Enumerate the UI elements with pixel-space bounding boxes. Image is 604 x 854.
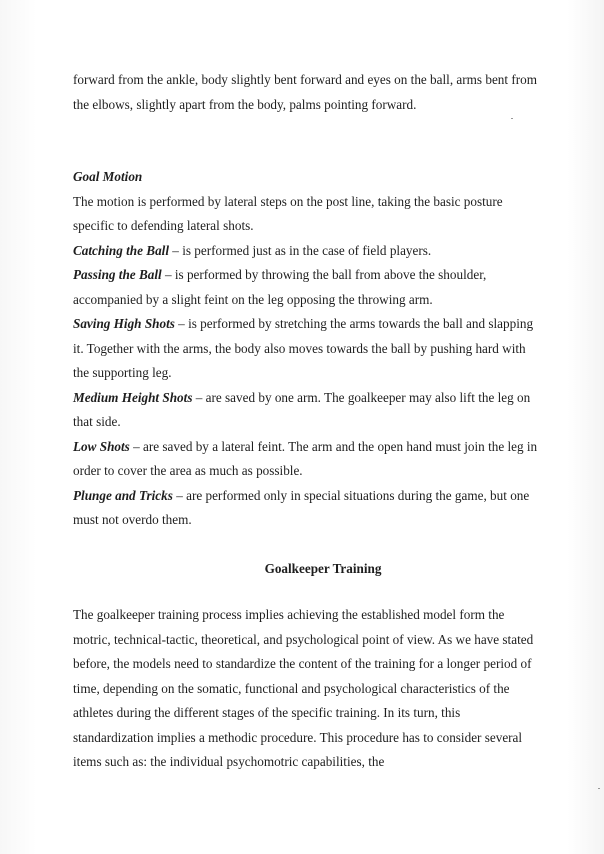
training-paragraph: The goalkeeper training process implies achieving the established model form the motric, technical-tactic, theoretical, and psychological point of view. As we have stated before, the models need to standardize the content of the training for a longer period of time, depending on the somatic, functional and psychological characteristics of the athletes during the different stages of the specific training. In its turn, this standardization implies a methodic procedure. This procedure has to consider several items such as: the individual psychomotric capabilities, the [73, 607, 534, 769]
technique-description: – are saved by one arm. The goalkeeper may also lift the leg on that side. [73, 389, 531, 429]
technique-description: – is performed just as in the case of field players. [169, 242, 432, 258]
technique-term: Catching the Ball [73, 242, 169, 258]
technique-term: Passing the Ball [73, 267, 162, 282]
scan-speck [511, 118, 513, 119]
technique-item [73, 484, 543, 533]
technique-description: – is performed by throwing the ball from above the shoulder, accompanied by a slight feint on the leg opposing the throwing arm. [73, 267, 487, 307]
technique-item [73, 239, 543, 264]
technique-description: – are performed only in special situations during the game, but one must not overdo them. [73, 487, 530, 527]
technique-term: Low Shots [73, 438, 130, 454]
technique-item [73, 386, 543, 435]
technique-item [73, 263, 543, 312]
goal-motion-heading: Goal Motion [73, 169, 143, 184]
technique-description: – are saved by a lateral feint. The arm and the open hand must join the leg in order to cover the area as much as possible. [73, 438, 538, 478]
technique-item [73, 435, 543, 484]
section-title: Goalkeeper Training [264, 560, 382, 576]
spacer [73, 117, 543, 165]
technique-term: Plunge and Tricks [73, 487, 173, 503]
technique-term: Medium Height Shots [73, 389, 193, 405]
technique-item [73, 312, 543, 386]
scan-speck [598, 788, 600, 789]
technique-description: – is performed by stretching the arms towards the ball and slapping it. Together with the arms, the body also moves towards the ball by pushing hard with the supporting leg. [73, 316, 534, 380]
intro-paragraph: forward from the ankle, body slightly bent forward and eyes on the ball, arms bent from the elbows, slightly apart from the body, palms pointing forward. [73, 72, 537, 112]
spacer [73, 581, 543, 603]
goal-motion-paragraph: The motion is performed by lateral steps on the post line, taking the basic posture specific to defending lateral shots. [73, 193, 503, 233]
technique-term: Saving High Shots [73, 316, 175, 331]
spacer [73, 533, 543, 557]
page-content [73, 68, 543, 775]
